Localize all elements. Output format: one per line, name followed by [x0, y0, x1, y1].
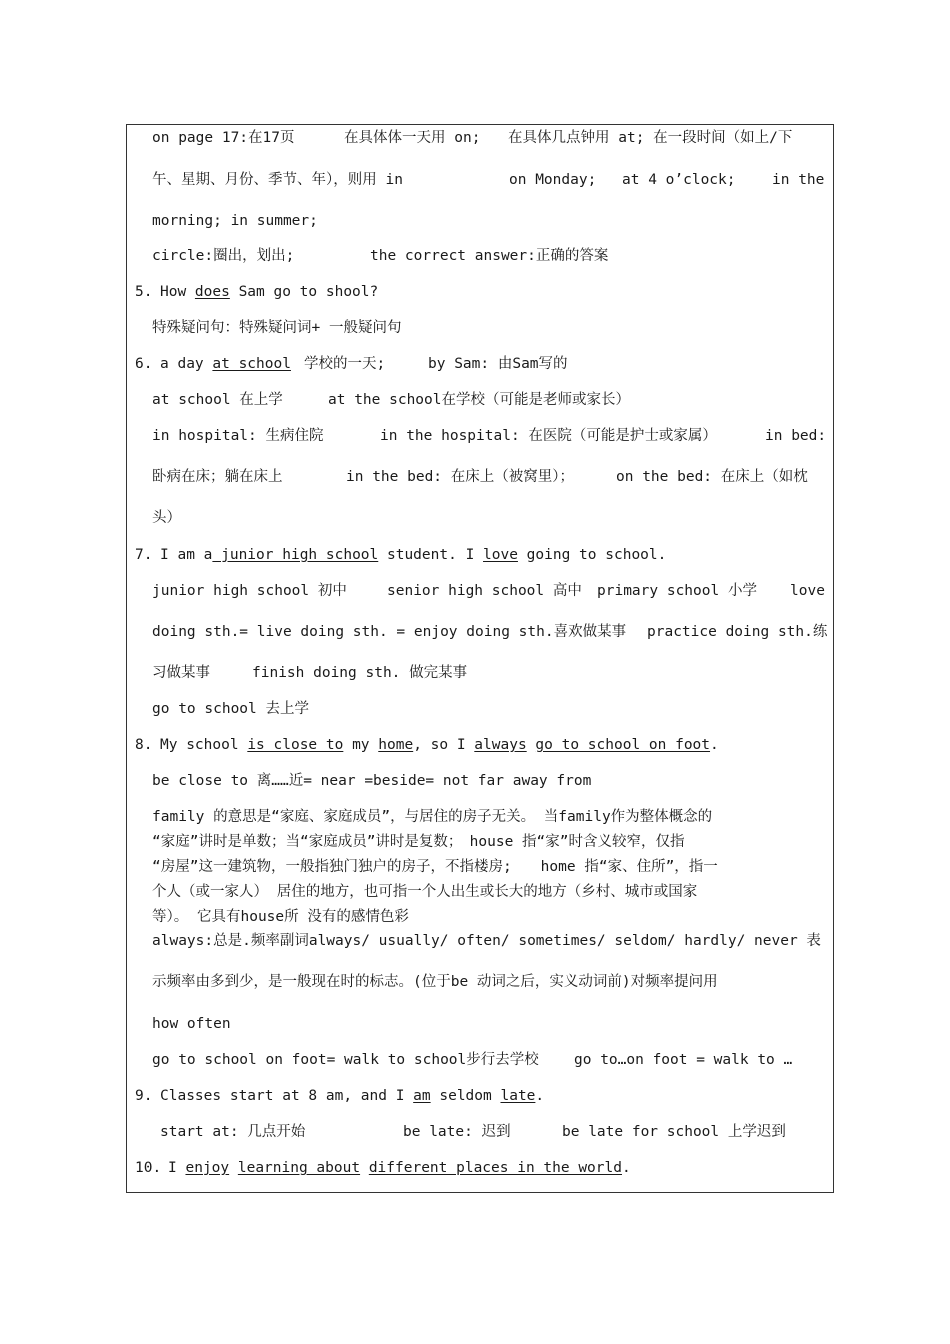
- text-line: 卧病在床；躺在床上: [152, 469, 283, 485]
- text-line: junior high school 初中: [152, 583, 347, 599]
- text-line: at school 在上学: [152, 392, 283, 408]
- text-line: 习做某事: [152, 665, 210, 681]
- text-line: how often: [152, 1016, 231, 1032]
- sentence-line: I am a junior high school student. I love going to school.: [160, 547, 667, 563]
- text-line: at 4 o’clock;: [622, 172, 736, 188]
- text-line: on page 17:在17页: [152, 130, 295, 146]
- text-line: morning; in summer;: [152, 213, 318, 229]
- text-line: 特殊疑问句：特殊疑问词+ 一般疑问句: [152, 320, 402, 336]
- text-line: in the hospital: 在医院（可能是护士或家属）: [380, 428, 717, 444]
- text-line: at the school在学校（可能是老师或家长）: [328, 392, 630, 408]
- sentence-line: My school is close to my home, so I always go to school on foot.: [160, 737, 719, 753]
- text-line: on the bed: 在床上（如枕: [616, 469, 808, 485]
- text-line: 在具体体一天用 on;: [344, 130, 481, 146]
- text-line: circle:圈出，划出;: [152, 248, 295, 264]
- text-line: be late for school 上学迟到: [562, 1124, 786, 1140]
- text-line: finish doing sth. 做完某事: [252, 665, 468, 681]
- text-line: on Monday;: [509, 172, 597, 188]
- text-line: doing sth.= live doing sth. = enjoy doing sth.喜欢做某事: [152, 624, 627, 640]
- text-line: family 的意思是“家庭、家庭成员”，与居住的房子无关。 当family作为整体概念的: [152, 809, 713, 825]
- text-line: the correct answer:正确的答案: [370, 248, 609, 264]
- text-line: in bed:: [765, 428, 827, 444]
- sentence-line: Classes start at 8 am, and I am seldom late.: [160, 1088, 545, 1104]
- text-line: 午、星期、月份、季节、年），则用 in: [152, 172, 403, 188]
- text-line: 头）: [152, 510, 181, 526]
- text-line: in the bed: 在床上（被窝里）；: [346, 469, 575, 485]
- text-line: “家庭”讲时是单数；当“家庭成员”讲时是复数； house 指“家”时含义较窄，仅指: [152, 834, 685, 850]
- text-line: go to school 去上学: [152, 701, 309, 717]
- item-number: 8.: [135, 737, 153, 753]
- text-line: in hospital: 生病住院: [152, 428, 324, 444]
- sentence-line: I enjoy learning about different places in the world.: [168, 1160, 631, 1176]
- text-line: go to school on foot= walk to school步行去学校: [152, 1052, 539, 1068]
- text-line: go to…on foot = walk to …: [574, 1052, 793, 1068]
- text-line: start at: 几点开始: [160, 1124, 306, 1140]
- text-line: 在具体几点钟用 at; 在一段时间（如上/下: [508, 130, 793, 146]
- item-number: 5.: [135, 284, 153, 300]
- text-line: 等）。 它具有house所 没有的感情色彩: [152, 909, 409, 925]
- item-number: 7.: [135, 547, 153, 563]
- text-line: by Sam: 由Sam写的: [428, 356, 568, 372]
- text-line: in the: [772, 172, 825, 188]
- text-line: 学校的一天;: [304, 356, 386, 372]
- sentence-line: a day at school: [160, 356, 291, 372]
- item-number: 6.: [135, 356, 153, 372]
- sentence-line: How does Sam go to shool?: [160, 284, 379, 300]
- text-line: senior high school 高中: [387, 583, 582, 599]
- text-line: primary school 小学: [597, 583, 757, 599]
- text-line: love: [790, 583, 825, 599]
- text-line: “房屋”这一建筑物，一般指独门独户的房子，不指楼房; home 指“家、住所”，指一: [152, 859, 718, 875]
- text-line: be close to 离……近= near =beside= not far away from: [152, 773, 592, 789]
- item-number: 9.: [135, 1088, 153, 1104]
- text-line: practice doing sth.练: [647, 624, 828, 640]
- text-line: 个人（或一家人） 居住的地方，也可指一个人出生或长大的地方（乡村、城市或国家: [152, 884, 698, 900]
- text-line: 示频率由多到少，是一般现在时的标志。(位于be 动词之后，实义动词前)对频率提问用: [152, 974, 718, 990]
- text-line: be late: 迟到: [403, 1124, 511, 1140]
- item-number: 10.: [135, 1160, 162, 1176]
- text-line: always:总是.频率副词always/ usually/ often/ sometimes/ seldom/ hardly/ never 表: [152, 933, 821, 949]
